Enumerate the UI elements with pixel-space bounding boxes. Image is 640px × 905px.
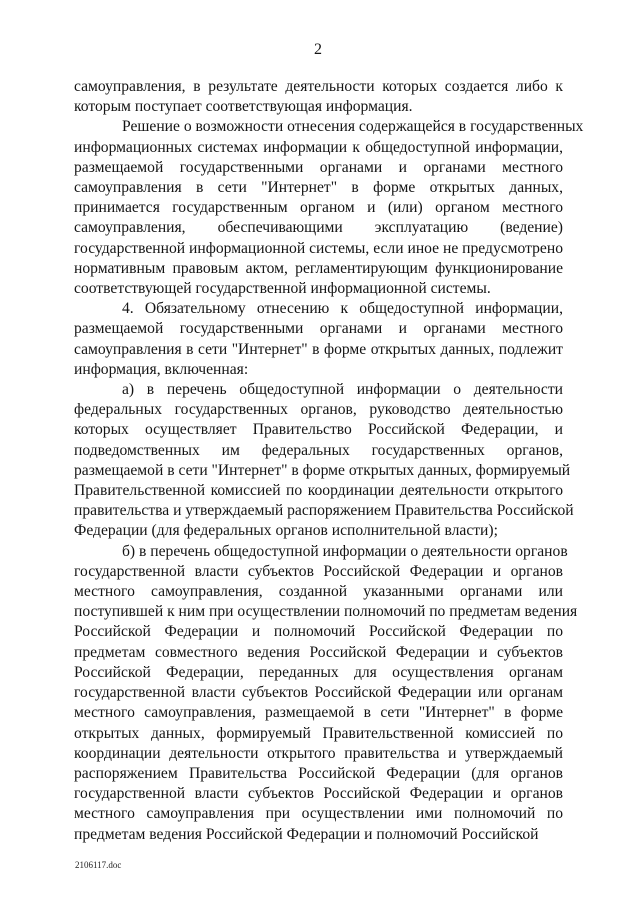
text-line: размещаемой государственными органами и органами местного bbox=[74, 320, 563, 338]
text-line: поступившей к ним при осуществлении полномочий по предметам ведения bbox=[74, 603, 578, 621]
text-line: Российской Федерации и полномочий Российской Федерации по bbox=[74, 623, 563, 641]
text-line: Федерации (для федеральных органов исполнительной власти); bbox=[74, 522, 498, 540]
text-line: государственной власти субъектов Российской Федерации и органов bbox=[74, 785, 563, 803]
paragraph bbox=[74, 380, 574, 542]
text-line: местного самоуправления, созданной указанными органами или bbox=[74, 583, 563, 601]
footer-filename: 2106117.doc bbox=[75, 860, 122, 870]
text-line: которым поступает соответствующая информация. bbox=[74, 98, 413, 116]
text-line: Российской Федерации, переданных для осуществления органам bbox=[74, 663, 563, 681]
text-line: местного самоуправления при осуществлении ими полномочий по bbox=[74, 805, 563, 823]
text-line: 4. Обязательному отнесению к общедоступной информации, bbox=[122, 300, 563, 318]
text-line: Решение о возможности отнесения содержащейся в государственных bbox=[122, 118, 584, 136]
paragraph bbox=[74, 117, 584, 299]
text-line: информационных системах информации к общедоступной информации, bbox=[74, 138, 563, 156]
text-line: федеральных государственных органов, руководство деятельностью bbox=[74, 401, 563, 419]
text-line: подведомственных им федеральных государственных органов, bbox=[74, 441, 563, 459]
text-line: распоряжением Правительства Российской Федерации (для органов bbox=[74, 764, 563, 782]
text-line: государственной информационной системы, если иное не предусмотрено bbox=[74, 239, 563, 257]
text-line: соответствующей государственной информационной системы. bbox=[74, 280, 491, 298]
document-body bbox=[74, 77, 584, 845]
text-line: информация, включенная: bbox=[74, 360, 249, 378]
text-line: размещаемой в сети "Интернет" в форме открытых данных, формируемый bbox=[74, 461, 571, 479]
text-line: размещаемой государственными органами и органами местного bbox=[74, 158, 563, 176]
text-line: предметам ведения Российской Федерации и полномочий Российской bbox=[74, 825, 539, 843]
text-line: самоуправления, в результате деятельности которых создается либо к bbox=[74, 78, 563, 95]
text-line: предметам совместного ведения Российской Федерации и субъектов bbox=[74, 643, 563, 661]
text-line: нормативным правовым актом, регламентирующим функционирование bbox=[74, 259, 563, 277]
text-line: которых осуществляет Правительство Российской Федерации, и bbox=[74, 421, 563, 439]
paragraph bbox=[74, 299, 563, 380]
text-line: принимается государственным органом и (или) органом местного bbox=[74, 199, 563, 217]
text-line: Правительственной комиссией по координации деятельности открытого bbox=[74, 482, 563, 500]
text-line: государственной власти субъектов Российской Федерации и органов bbox=[74, 562, 563, 580]
paragraph bbox=[74, 542, 578, 845]
text-line: а) в перечень общедоступной информации о деятельности bbox=[122, 381, 563, 399]
page-number: 2 bbox=[314, 41, 322, 58]
text-line: местного самоуправления, размещаемой в сети "Интернет" в форме bbox=[74, 704, 563, 722]
text-line: координации деятельности открытого правительства и утверждаемый bbox=[74, 744, 563, 762]
paragraph bbox=[74, 77, 563, 117]
text-line: б) в перечень общедоступной информации о деятельности органов bbox=[122, 542, 568, 560]
text-line: самоуправления, обеспечивающими эксплуатацию (ведение) bbox=[74, 219, 563, 237]
text-line: открытых данных, формируемый Правительственной комиссией по bbox=[74, 724, 563, 742]
text-line: государственной власти субъектов Российской Федерации или органам bbox=[74, 684, 563, 702]
text-line: правительства и утверждаемый распоряжением Правительства Российской bbox=[74, 502, 574, 520]
text-line: самоуправления в сети "Интернет" в форме открытых данных, подлежит bbox=[74, 340, 563, 358]
text-line: самоуправления в сети "Интернет" в форме открытых данных, bbox=[74, 179, 563, 197]
